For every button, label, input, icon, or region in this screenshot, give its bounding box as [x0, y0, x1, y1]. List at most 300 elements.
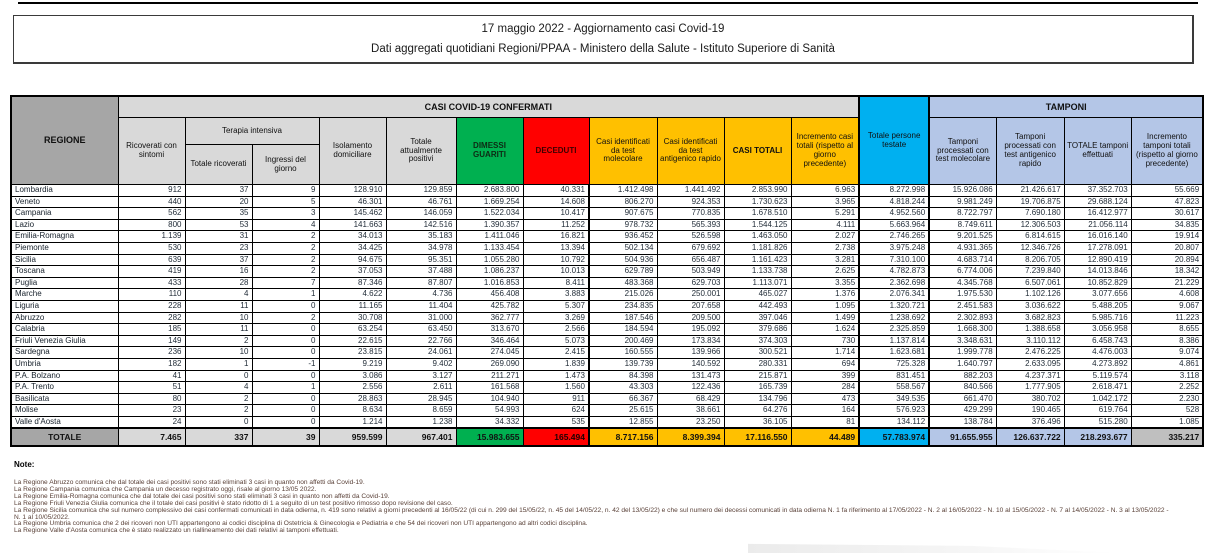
- value-cell: 195.092: [657, 324, 724, 336]
- value-cell: 3.077.656: [1064, 289, 1131, 301]
- note-line: La Regione Umbria comunica che 2 dei ricoveri non UTI appartengono ai codici disciplina di Ostetricia & Ginecologia e Pediatria e che 54 dei ricoveri non UTI appartengono ad altri codici disciplina.: [14, 520, 588, 528]
- value-cell: 1.623.681: [859, 347, 929, 359]
- value-cell: 0: [252, 347, 319, 359]
- table-row: [11, 312, 1203, 324]
- value-cell: 9.402: [386, 358, 456, 370]
- table-row: [11, 358, 1203, 370]
- value-cell: 139.739: [589, 358, 657, 370]
- col-header-isolamento-domiciliare: Isolamento domiciliare: [319, 118, 386, 185]
- value-cell: 16: [185, 266, 252, 278]
- value-cell: 2: [185, 405, 252, 417]
- value-cell: 2.633.095: [996, 358, 1064, 370]
- value-cell: 399: [791, 370, 859, 382]
- value-cell: 28.863: [319, 393, 386, 405]
- table-row: [11, 231, 1203, 243]
- region-name: Sardegna: [11, 347, 118, 359]
- value-cell: 6.963: [791, 185, 859, 197]
- value-cell: 1.214: [319, 416, 386, 428]
- value-cell: 2.476.225: [996, 347, 1064, 359]
- value-cell: 1.522.034: [456, 208, 523, 220]
- value-cell: 1.624: [791, 324, 859, 336]
- value-cell: 433: [118, 277, 185, 289]
- value-cell: 3.127: [386, 370, 456, 382]
- value-cell: 2.302.893: [929, 312, 996, 324]
- value-cell: 661.470: [929, 393, 996, 405]
- table-row: [11, 393, 1203, 405]
- table-row: [11, 416, 1203, 428]
- value-cell: 2.230: [1131, 393, 1203, 405]
- value-cell: 10.792: [523, 254, 589, 266]
- value-cell: 1.085: [1131, 416, 1203, 428]
- table-row: [11, 324, 1203, 336]
- value-cell: 55.669: [1131, 185, 1203, 197]
- value-cell: 1.473: [523, 370, 589, 382]
- totals-value-cell: 17.116.550: [724, 428, 791, 446]
- col-header-totale-tamponi: TOTALE tamponi effettuati: [1064, 118, 1131, 185]
- value-cell: 185: [118, 324, 185, 336]
- value-cell: 12.346.726: [996, 242, 1064, 254]
- region-name: Emilia-Romagna: [11, 231, 118, 243]
- value-cell: 300.521: [724, 347, 791, 359]
- value-cell: 28.945: [386, 393, 456, 405]
- value-cell: 0: [252, 324, 319, 336]
- value-cell: 936.452: [589, 231, 657, 243]
- value-cell: 0: [252, 416, 319, 428]
- value-cell: 35.183: [386, 231, 456, 243]
- totals-value-cell: 967.401: [386, 428, 456, 446]
- value-cell: 1.714: [791, 347, 859, 359]
- value-cell: 1: [185, 358, 252, 370]
- value-cell: 2.415: [523, 347, 589, 359]
- value-cell: 234.835: [589, 300, 657, 312]
- value-cell: 190.465: [996, 405, 1064, 417]
- value-cell: 1.678.510: [724, 208, 791, 220]
- value-cell: 131.473: [657, 370, 724, 382]
- value-cell: 1: [252, 382, 319, 394]
- value-cell: 209.500: [657, 312, 724, 324]
- value-cell: 4.476.003: [1064, 347, 1131, 359]
- col-header-ti-totale-ricoverati: Totale ricoverati: [185, 145, 252, 185]
- value-cell: 3.056.958: [1064, 324, 1131, 336]
- totals-value-cell: 8.399.394: [657, 428, 724, 446]
- value-cell: 29.688.124: [1064, 196, 1131, 208]
- value-cell: 0: [252, 335, 319, 347]
- value-cell: 2.451.583: [929, 300, 996, 312]
- value-cell: 3.975.248: [859, 242, 929, 254]
- value-cell: 629.703: [657, 277, 724, 289]
- value-cell: 22.766: [386, 335, 456, 347]
- value-cell: 21.229: [1131, 277, 1203, 289]
- value-cell: 4.111: [791, 219, 859, 231]
- col-header-casi-test-antigenico: Casi identificati da test antigenico rapido: [657, 118, 724, 185]
- value-cell: 1: [252, 289, 319, 301]
- value-cell: 3.086: [319, 370, 386, 382]
- value-cell: 639: [118, 254, 185, 266]
- value-cell: 8.634: [319, 405, 386, 417]
- value-cell: 280.331: [724, 358, 791, 370]
- value-cell: 10.852.829: [1064, 277, 1131, 289]
- value-cell: 122.436: [657, 382, 724, 394]
- totals-value-cell: 15.983.655: [456, 428, 523, 446]
- note-line: La Regione Sicilia comunica che sul numero complessivo dei casi confermati comunicati in data odierna, n. 419 sono relativi a giorni precedenti al 16/05/22 (di cui n. 299 del 15/05/22, n. 45 del 14/05/22, n. 42 del 13/05/22) e che sul numero dei decessi comunicati in data odierna N. 1 fa riferimento al 17/05/2022 - N. 2 al 16/05/2022 - N. 10 al 15/05/2022 - N. 7 al 14/05/2022 - N. 3 al 13/05/2022 -: [14, 506, 1169, 514]
- value-cell: 110: [118, 289, 185, 301]
- region-name: Marche: [11, 289, 118, 301]
- group-header-tamponi: TAMPONI: [929, 96, 1203, 118]
- value-cell: 87.807: [386, 277, 456, 289]
- totals-value-cell: 44.489: [791, 428, 859, 446]
- value-cell: 4.782.873: [859, 266, 929, 278]
- value-cell: 362.777: [456, 312, 523, 324]
- value-cell: 730: [791, 335, 859, 347]
- value-cell: 1.463.050: [724, 231, 791, 243]
- value-cell: 4.861: [1131, 358, 1203, 370]
- table-body: [11, 185, 1203, 447]
- value-cell: 9.074: [1131, 347, 1203, 359]
- value-cell: 19.706.875: [996, 196, 1064, 208]
- value-cell: 14.608: [523, 196, 589, 208]
- value-cell: 34.978: [386, 242, 456, 254]
- value-cell: 656.487: [657, 254, 724, 266]
- col-header-regione: REGIONE: [11, 96, 118, 185]
- value-cell: 24.061: [386, 347, 456, 359]
- value-cell: 14.013.846: [1064, 266, 1131, 278]
- value-cell: 2: [252, 254, 319, 266]
- totals-value-cell: 7.465: [118, 428, 185, 446]
- table-row: [11, 185, 1203, 197]
- value-cell: 68.429: [657, 393, 724, 405]
- value-cell: 1.238.692: [859, 312, 929, 324]
- value-cell: 142.516: [386, 219, 456, 231]
- note-line: La Regione Friuli Venezia Giulia comunica che il totale dei casi positivi è stato ridotto di 1 a seguito di un test positivo rimosso dopo revisione del caso.: [14, 499, 453, 507]
- value-cell: 2.027: [791, 231, 859, 243]
- value-cell: 149: [118, 335, 185, 347]
- value-cell: 3.110.112: [996, 335, 1064, 347]
- value-cell: 81: [791, 416, 859, 428]
- value-cell: 4.608: [1131, 289, 1203, 301]
- value-cell: 16.412.977: [1064, 208, 1131, 220]
- value-cell: 1.086.237: [456, 266, 523, 278]
- value-cell: 3.269: [523, 312, 589, 324]
- value-cell: 66.367: [589, 393, 657, 405]
- value-cell: 429.299: [929, 405, 996, 417]
- value-cell: 565.393: [657, 219, 724, 231]
- value-cell: 11: [185, 324, 252, 336]
- value-cell: 526.598: [657, 231, 724, 243]
- value-cell: 128.910: [319, 185, 386, 197]
- value-cell: 440: [118, 196, 185, 208]
- value-cell: 20: [185, 196, 252, 208]
- value-cell: 35: [185, 208, 252, 220]
- value-cell: 1.544.125: [724, 219, 791, 231]
- value-cell: 269.090: [456, 358, 523, 370]
- value-cell: 250.001: [657, 289, 724, 301]
- value-cell: 4: [185, 382, 252, 394]
- value-cell: 2.853.990: [724, 185, 791, 197]
- value-cell: 5.119.574: [1064, 370, 1131, 382]
- title-box: [13, 15, 1194, 64]
- col-header-tamponi-antigenico: Tamponi processati con test antigenico rapido: [996, 118, 1064, 185]
- value-cell: 139.966: [657, 347, 724, 359]
- value-cell: 30.617: [1131, 208, 1203, 220]
- value-cell: 182: [118, 358, 185, 370]
- value-cell: 2.325.859: [859, 324, 929, 336]
- value-cell: 173.834: [657, 335, 724, 347]
- value-cell: 8.272.998: [859, 185, 929, 197]
- totals-label: TOTALE: [11, 428, 118, 446]
- value-cell: 9.219: [319, 358, 386, 370]
- value-cell: 8.411: [523, 277, 589, 289]
- region-name: Campania: [11, 208, 118, 220]
- covid-data-table: [10, 95, 1204, 447]
- value-cell: 16.016.140: [1064, 231, 1131, 243]
- value-cell: 1.669.254: [456, 196, 523, 208]
- value-cell: 274.045: [456, 347, 523, 359]
- value-cell: 2.252: [1131, 382, 1203, 394]
- value-cell: 3.355: [791, 277, 859, 289]
- col-header-casi-totali: CASI TOTALI: [724, 118, 791, 185]
- value-cell: 624: [523, 405, 589, 417]
- value-cell: 34.835: [1131, 219, 1203, 231]
- value-cell: 1.499: [791, 312, 859, 324]
- value-cell: 4: [185, 289, 252, 301]
- value-cell: 38.661: [657, 405, 724, 417]
- value-cell: 0: [252, 405, 319, 417]
- table-row: [11, 196, 1203, 208]
- value-cell: 200.469: [589, 335, 657, 347]
- value-cell: 161.568: [456, 382, 523, 394]
- value-cell: 4.736: [386, 289, 456, 301]
- value-cell: 37: [185, 254, 252, 266]
- value-cell: 2.618.471: [1064, 382, 1131, 394]
- table-row: [11, 382, 1203, 394]
- notes-section: [14, 460, 1204, 535]
- totals-value-cell: 959.599: [319, 428, 386, 446]
- value-cell: 3.682.823: [996, 312, 1064, 324]
- totals-value-cell: 126.637.722: [996, 428, 1064, 446]
- value-cell: 146.059: [386, 208, 456, 220]
- table-row: [11, 219, 1203, 231]
- value-cell: 5.663.964: [859, 219, 929, 231]
- table-row: [11, 289, 1203, 301]
- value-cell: 284: [791, 382, 859, 394]
- value-cell: 2: [185, 393, 252, 405]
- top-border-rule: [18, 2, 1198, 4]
- value-cell: 5.488.205: [1064, 300, 1131, 312]
- value-cell: 374.303: [724, 335, 791, 347]
- table-row: [11, 347, 1203, 359]
- value-cell: 12.855: [589, 416, 657, 428]
- totals-value-cell: 8.717.156: [589, 428, 657, 446]
- value-cell: 1.137.814: [859, 335, 929, 347]
- value-cell: 515.280: [1064, 416, 1131, 428]
- value-cell: 1.102.126: [996, 289, 1064, 301]
- value-cell: 11.404: [386, 300, 456, 312]
- table-row: [11, 335, 1203, 347]
- value-cell: 160.555: [589, 347, 657, 359]
- value-cell: 4.683.714: [929, 254, 996, 266]
- value-cell: 8.722.797: [929, 208, 996, 220]
- note-line: La Regione Valle d'Aosta comunica che è stato realizzato un riallineamento dei dati relativi ai tamponi effettuati.: [14, 527, 339, 535]
- value-cell: 1.668.300: [929, 324, 996, 336]
- value-cell: 313.670: [456, 324, 523, 336]
- value-cell: 619.764: [1064, 405, 1131, 417]
- totals-value-cell: 165.494: [523, 428, 589, 446]
- value-cell: 5: [252, 196, 319, 208]
- value-cell: 16.821: [523, 231, 589, 243]
- value-cell: 46.761: [386, 196, 456, 208]
- col-header-ti-ingressi-del-giorno: Ingressi del giorno: [252, 145, 319, 185]
- value-cell: 6.507.061: [996, 277, 1064, 289]
- value-cell: 228: [118, 300, 185, 312]
- note-line: La Regione Abruzzo comunica che dal totale dei casi positivi sono stati eliminati 3 casi in quanto non affetti da Covid-19.: [14, 479, 365, 486]
- region-name: Umbria: [11, 358, 118, 370]
- value-cell: 1.095: [791, 300, 859, 312]
- value-cell: 140.592: [657, 358, 724, 370]
- value-cell: 2.683.800: [456, 185, 523, 197]
- value-cell: 4.622: [319, 289, 386, 301]
- value-cell: 3.883: [523, 289, 589, 301]
- value-cell: 3.965: [791, 196, 859, 208]
- value-cell: 2.625: [791, 266, 859, 278]
- value-cell: 9: [252, 185, 319, 197]
- value-cell: 211.271: [456, 370, 523, 382]
- value-cell: 64.276: [724, 405, 791, 417]
- value-cell: 562: [118, 208, 185, 220]
- value-cell: 4.818.244: [859, 196, 929, 208]
- value-cell: 0: [252, 300, 319, 312]
- totals-value-cell: 91.655.955: [929, 428, 996, 446]
- region-name: Piemonte: [11, 242, 118, 254]
- value-cell: 63.450: [386, 324, 456, 336]
- value-cell: 12.306.503: [996, 219, 1064, 231]
- region-name: Friuli Venezia Giulia: [11, 335, 118, 347]
- value-cell: 530: [118, 242, 185, 254]
- value-cell: 2: [252, 231, 319, 243]
- value-cell: 129.859: [386, 185, 456, 197]
- value-cell: 1.975.530: [929, 289, 996, 301]
- value-cell: 80: [118, 393, 185, 405]
- value-cell: 1.238: [386, 416, 456, 428]
- value-cell: 207.658: [657, 300, 724, 312]
- value-cell: 694: [791, 358, 859, 370]
- region-name: P.A. Bolzano: [11, 370, 118, 382]
- value-cell: 11: [185, 300, 252, 312]
- totals-value-cell: 337: [185, 428, 252, 446]
- value-cell: 18.342: [1131, 266, 1203, 278]
- note-line: La Regione Emilia-Romagna comunica che dal totale dei casi positivi sono stati eliminati 3 casi in quanto non affetti da Covid-19.: [14, 492, 390, 500]
- value-cell: 282: [118, 312, 185, 324]
- value-cell: 134.112: [859, 416, 929, 428]
- value-cell: 5.307: [523, 300, 589, 312]
- value-cell: 2: [252, 312, 319, 324]
- value-cell: 376.496: [996, 416, 1064, 428]
- value-cell: 20.894: [1131, 254, 1203, 266]
- value-cell: 34.332: [456, 416, 523, 428]
- value-cell: 9.201.525: [929, 231, 996, 243]
- value-cell: 104.940: [456, 393, 523, 405]
- value-cell: 1.730.623: [724, 196, 791, 208]
- value-cell: 8.206.705: [996, 254, 1064, 266]
- value-cell: 21.426.617: [996, 185, 1064, 197]
- value-cell: 43.303: [589, 382, 657, 394]
- value-cell: 187.546: [589, 312, 657, 324]
- value-cell: 2.566: [523, 324, 589, 336]
- table-row: [11, 266, 1203, 278]
- value-cell: 679.692: [657, 242, 724, 254]
- col-header-persone-testate: Totale persone testate: [859, 96, 929, 185]
- value-cell: 28: [185, 277, 252, 289]
- value-cell: 7.239.840: [996, 266, 1064, 278]
- value-cell: 831.451: [859, 370, 929, 382]
- value-cell: 5.073: [523, 335, 589, 347]
- value-cell: 11.165: [319, 300, 386, 312]
- value-cell: 0: [252, 393, 319, 405]
- value-cell: 629.789: [589, 266, 657, 278]
- region-name: Lazio: [11, 219, 118, 231]
- value-cell: 2: [252, 242, 319, 254]
- region-name: Abruzzo: [11, 312, 118, 324]
- region-name: Puglia: [11, 277, 118, 289]
- value-cell: 53: [185, 219, 252, 231]
- value-cell: 4.237.371: [996, 370, 1064, 382]
- value-cell: 483.368: [589, 277, 657, 289]
- value-cell: 6.458.743: [1064, 335, 1131, 347]
- value-cell: 3.281: [791, 254, 859, 266]
- value-cell: 40.331: [523, 185, 589, 197]
- value-cell: 8.749.611: [929, 219, 996, 231]
- value-cell: 1.777.905: [996, 382, 1064, 394]
- col-header-incremento-tamponi: Incremento tamponi totali (rispetto al giorno precedente): [1131, 118, 1203, 185]
- value-cell: 2.611: [386, 382, 456, 394]
- value-cell: 8.386: [1131, 335, 1203, 347]
- value-cell: 1.411.046: [456, 231, 523, 243]
- totals-value-cell: 335.217: [1131, 428, 1203, 446]
- value-cell: 184.594: [589, 324, 657, 336]
- value-cell: 22.615: [319, 335, 386, 347]
- value-cell: 87.346: [319, 277, 386, 289]
- region-name: Lombardia: [11, 185, 118, 197]
- totals-row: [11, 428, 1203, 446]
- col-header-ricoverati-con-sintomi: Ricoverati con sintomi: [118, 118, 185, 185]
- value-cell: 397.046: [724, 312, 791, 324]
- value-cell: 13.394: [523, 242, 589, 254]
- note-line: La Regione Campania comunica che Campania un decesso registrato oggi, risale al giorno 13/05 2022.: [14, 485, 317, 493]
- value-cell: 15.926.086: [929, 185, 996, 197]
- value-cell: 473: [791, 393, 859, 405]
- value-cell: 215.026: [589, 289, 657, 301]
- value-cell: 504.936: [589, 254, 657, 266]
- value-cell: 442.493: [724, 300, 791, 312]
- value-cell: 456.408: [456, 289, 523, 301]
- value-cell: 164: [791, 405, 859, 417]
- region-name: Liguria: [11, 300, 118, 312]
- value-cell: 1.412.498: [589, 185, 657, 197]
- value-cell: 46.301: [319, 196, 386, 208]
- value-cell: 4: [252, 219, 319, 231]
- value-cell: 770.835: [657, 208, 724, 220]
- value-cell: 37.352.703: [1064, 185, 1131, 197]
- col-header-dimessi-guariti: DIMESSI GUARITI: [456, 118, 523, 185]
- value-cell: 349.535: [859, 393, 929, 405]
- value-cell: 725.328: [859, 358, 929, 370]
- col-header-casi-test-molecolare: Casi identificati da test molecolare: [589, 118, 657, 185]
- value-cell: 2.362.698: [859, 277, 929, 289]
- value-cell: 17.278.091: [1064, 242, 1131, 254]
- value-cell: 4.931.365: [929, 242, 996, 254]
- value-cell: 23.815: [319, 347, 386, 359]
- group-header-terapia-intensiva: Terapia intensiva: [185, 118, 319, 145]
- value-cell: 2.556: [319, 382, 386, 394]
